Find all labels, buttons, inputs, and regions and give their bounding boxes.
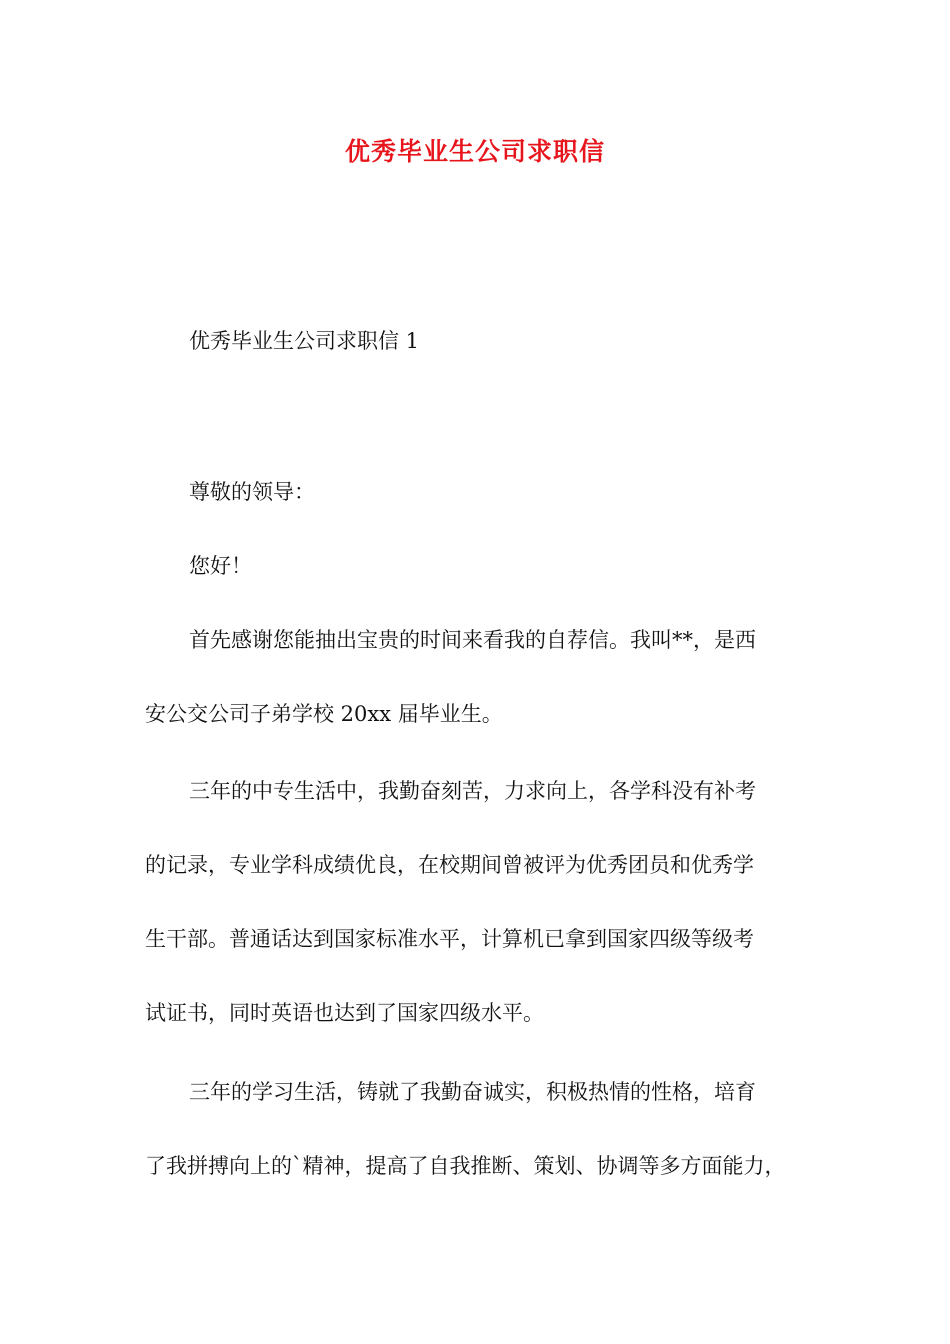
greeting-line: 您好！ (189, 554, 252, 578)
paragraph-line: 三年的中专生活中，我勤奋刻苦，力求向上，各学科没有补考 (189, 779, 756, 803)
paragraph-line: 生干部。普通话达到国家标准水平，计算机已拿到国家四级等级考 (145, 927, 754, 951)
paragraph-line: 了我拼搏向上的`精神，提高了自我推断、策划、协调等多方面能力， (145, 1154, 786, 1178)
section-subtitle (145, 304, 825, 378)
paragraph-2 (145, 754, 825, 1050)
subtitle-line: 优秀毕业生公司求职信 1 (189, 329, 420, 353)
salutation (145, 455, 825, 529)
greeting (145, 529, 825, 603)
paragraph-line: 三年的学习生活，铸就了我勤奋诚实，积极热情的性格，培育 (189, 1080, 756, 1104)
paragraph-line: 试证书，同时英语也达到了国家四级水平。 (145, 1001, 544, 1025)
paragraph-1 (145, 603, 825, 751)
paragraph-3 (145, 1055, 825, 1203)
paragraph-line: 首先感谢您能抽出宝贵的时间来看我的自荐信。我叫**，是西 (189, 628, 756, 652)
paragraph-line: 的记录，专业学科成绩优良，在校期间曾被评为优秀团员和优秀学 (145, 853, 754, 877)
document-title: 优秀毕业生公司求职信 (344, 137, 605, 166)
paragraph-line: 安公交公司子弟学校 20xx 届毕业生。 (145, 702, 503, 726)
salutation-line: 尊敬的领导： (189, 480, 315, 504)
